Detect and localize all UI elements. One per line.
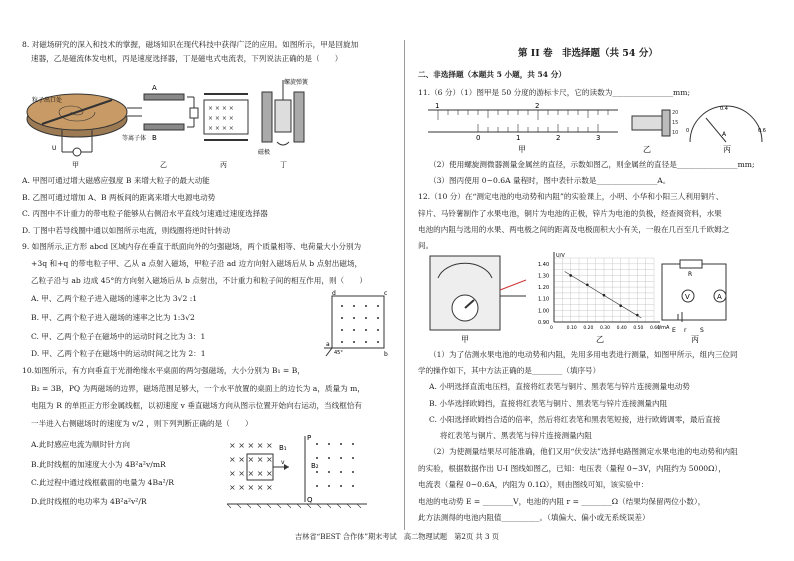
svg-text:磁极: 磁极 xyxy=(258,149,271,156)
data-point xyxy=(569,274,572,277)
svg-text:U: U xyxy=(52,145,57,152)
x-tick-label: 0.20 xyxy=(583,326,594,331)
svg-text:× × × ×: × × × × xyxy=(208,105,234,112)
svg-text:15: 15 xyxy=(672,120,679,126)
q12-line-3: 电池的内阻与选用的水果、两电极之间的距离及电极面积大小有关，一般在几百至几千欧姆之 xyxy=(418,225,730,234)
q10-figure xyxy=(227,432,392,510)
galvanometer-figure xyxy=(258,78,309,169)
svg-text:V: V xyxy=(685,293,690,301)
q9-figure xyxy=(322,288,392,358)
q12-part1-line-2: 学的操作如下，其中方法正确的是________（填序号） xyxy=(418,366,601,375)
q12-option-b: B. 小华选择欧姆挡，直接将红表笔与铜片、黑表笔与锌片连接测量内阻 xyxy=(429,399,668,408)
svg-text:× × × × ×: × × × × × xyxy=(229,483,273,492)
q8-option-c: C. 丙图中不计重力的带电粒子能够从右侧沿水平直线匀速通过速度选择器 xyxy=(22,209,268,218)
svg-text:3: 3 xyxy=(596,134,601,142)
q12-option-c-1: C. 小阳选择欧姆挡合适的倍率，然后将红表笔和黑表笔短接，进行欧姆调零，最后直接 xyxy=(429,415,721,424)
velocity-selector-figure xyxy=(204,94,248,169)
svg-text:× × × ×: × × × × xyxy=(208,115,234,122)
q10-stem-1: 10.如图所示，有方向垂直于光滑绝缘水平桌面的两匀强磁场，大小分别为 B₁ = B， xyxy=(22,366,305,375)
q9-option-b: B. 甲、乙两个粒子进入磁场的速率之比为 1:3√2 xyxy=(31,313,195,322)
q12-part2-line-2: 的实验，根据数据作出 U-I 图线如图乙，已知：电压表（量程 0~3V，内阻约为 5000Ω）， xyxy=(418,464,726,473)
spring-label: 螺旋弹簧 xyxy=(284,79,309,86)
q9-stem-3: 乙粒子沿与 ab 边成 45°的方向射入磁场后从 b 点射出，不计重力和粒子间的相互作用，则（ ） xyxy=(31,276,367,285)
x-tick-label: 0.10 xyxy=(566,326,577,331)
fig-ding-label: 丁 xyxy=(280,161,287,169)
q12-part2-line-1: （2）为使测量结果尽可能准确，他们又用“伏安法”选择电路图测定水果电池的电动势和内阻 xyxy=(429,447,738,456)
particle-exit-label: 粒子出口处 xyxy=(32,97,63,104)
svg-text:× × × ×: × × × × xyxy=(208,125,234,132)
svg-text:R: R xyxy=(688,271,693,278)
x-tick-label: 0.40 xyxy=(616,326,627,331)
q8-option-b: B. 乙图可通过增加 A、B 两板间的距离来增大电源电动势 xyxy=(22,193,216,202)
q11-line-2: （2）使用螺旋测微器测量金属丝的直径，示数如图乙，则金属丝的直径是________________mm; xyxy=(429,160,755,169)
y-tick-label: 1.00 xyxy=(538,308,550,315)
q10-option-d: D.此时线框的电功率为 4B²a²v²/R xyxy=(31,497,147,506)
q12-part2-line-3: 电流表（量程 0~0.6A，内阻为 0.1Ω），则由图线可知，该实验中： xyxy=(418,480,649,489)
q12-line-2: 锌片、马铃薯制作了水果电池，铜片为电池的正极，锌片为电池的负极，经查阅资料，水果 xyxy=(418,209,722,218)
q12-option-c-2: 将红表笔与铜片、黑表笔与锌片连接测量内阻 xyxy=(440,431,592,440)
y-tick-label: 1.30 xyxy=(538,273,550,280)
q10-option-a: A.此时感应电流为顺时针方向 xyxy=(31,440,131,449)
q12-line-1: 12.（10 分）在“测定电池的电动势和内阻”的实验课上，小明、小华和小阳三人利用铜片、 xyxy=(418,192,724,201)
svg-text:0: 0 xyxy=(686,128,690,134)
svg-text:10: 10 xyxy=(672,130,679,136)
svg-text:B₁: B₁ xyxy=(279,444,287,452)
svg-text:B: B xyxy=(152,134,157,142)
fig-bing-label: 丙 xyxy=(220,161,227,169)
svg-text:2: 2 xyxy=(535,102,540,110)
fig-yi-label: 乙 xyxy=(596,335,604,344)
svg-text:E: E xyxy=(672,327,676,334)
y-tick-label: 1.20 xyxy=(538,285,550,292)
svg-text:b: b xyxy=(384,351,388,358)
svg-text:r: r xyxy=(684,327,687,334)
q10-stem-2: B₂ = 3B，PQ 为两磁场的边界，磁场范围足够大，一个水平放置的桌面上的边长为 a，质量为 m， xyxy=(31,384,365,393)
svg-text:v: v xyxy=(281,459,285,466)
q12-option-a: A. 小明选择直流电压档，直接将红表笔与铜片、黑表笔与锌片连接测量电动势 xyxy=(429,382,690,391)
q9-option-c: C. 甲、乙两个粒子在磁场中的运动时间之比为 3：1 xyxy=(31,332,206,341)
q10-option-c: C.此过程中通过线框截面的电量为 4Ba²/R xyxy=(31,478,174,487)
svg-text:0.6: 0.6 xyxy=(758,128,766,134)
data-point xyxy=(636,314,639,317)
fig-jia-label: 甲 xyxy=(518,145,526,154)
data-point xyxy=(586,283,589,286)
svg-text:A: A xyxy=(717,293,722,301)
q11-line-1: 11.（6 分）（1）图甲是 50 分度的游标卡尺，它的读数为________________mm; xyxy=(418,88,691,97)
y-tick-label: 1.10 xyxy=(538,296,550,303)
column-divider xyxy=(404,40,405,530)
svg-text:× × × × ×: × × × × × xyxy=(229,469,273,478)
plasma-label: 等离子体 xyxy=(122,135,147,142)
q8-stem-1: 8. 对磁场研究的深入和技术的掌握，磁场知识在现代科技中获得广泛的应用。如图所示，甲是回旋加 xyxy=(22,40,359,49)
svg-text:S: S xyxy=(700,327,704,334)
svg-text:2: 2 xyxy=(556,134,561,142)
x-tick-label: 0.30 xyxy=(600,326,611,331)
q9-stem-1: 9. 如图所示,正方形 abcd 区域内存在垂直于纸面向外的匀强磁场，两个质量相等、电荷量大小分别为 xyxy=(22,242,362,251)
y-axis-label: U/V xyxy=(556,253,565,259)
q8-stem-2: 速器，乙是磁流体发电机，丙是速度选择器，丁是磁电式电流表，下列说法正确的是（ ） xyxy=(31,54,343,63)
fig-yi-label: 乙 xyxy=(160,161,167,169)
q12-figures xyxy=(426,250,776,346)
svg-text:a: a xyxy=(326,341,330,348)
svg-text:× × × × ×: × × × × × xyxy=(229,441,273,450)
svg-text:A: A xyxy=(152,84,157,92)
q12-part2-line-5: 此方法测得的电池内阻值__________。（填偏大、偏小或无系统误差） xyxy=(418,513,650,522)
svg-text:c: c xyxy=(384,290,388,297)
fig-jia-label: 甲 xyxy=(461,335,469,344)
y-tick-label: 1.40 xyxy=(538,261,550,268)
q11-line-3: （3）图丙使用 0~0.6A 量程时，图中表针示数是________________A。 xyxy=(429,176,671,185)
q9-option-d: D. 甲、乙两个粒子在磁场中的运动时间之比为 2：1 xyxy=(31,349,206,358)
q9-stem-2: +3q 和+q 的带电粒子甲、乙从 a 点射入磁场，甲粒子沿 ad 边方向射入磁场后从 b 点射出磁场， xyxy=(31,259,363,268)
svg-text:× × × × ×: × × × × × xyxy=(229,455,273,464)
svg-text:1: 1 xyxy=(435,102,440,110)
fig-jia-label: 甲 xyxy=(72,161,79,169)
q12-line-4: 间。 xyxy=(418,241,434,250)
svg-text:d: d xyxy=(332,290,336,297)
section-title: 第 II 卷 非选择题（共 54 分） xyxy=(518,48,658,59)
data-point xyxy=(603,294,606,297)
q12-part2-line-4: 电池的电动势 E = ________V，电池的内阻 r = ________Ω（结果均保留两位小数）， xyxy=(418,497,706,506)
svg-text:0.4: 0.4 xyxy=(720,106,728,112)
mhd-generator-figure xyxy=(122,84,198,169)
fig-bing-label: 丙 xyxy=(691,335,699,344)
x-axis-label: I/mA xyxy=(658,325,670,331)
fig-yi-label: 乙 xyxy=(643,145,651,154)
svg-text:45°: 45° xyxy=(334,350,343,356)
q8-option-d: D. 丁图中若导线圈中通以如图所示电流，则线圈将逆时针转动 xyxy=(22,226,231,235)
svg-text:Q: Q xyxy=(307,496,313,504)
x-tick-label: 0 xyxy=(550,326,553,331)
q10-stem-3: 电阻为 R 的单匝正方形金属线框，以初速度 v 垂直磁场方向从图示位置开始向右运动，当线框恰有 xyxy=(31,401,363,410)
q12-part1-line-1: （1）为了估测水果电池的电动势和内阻，先用多用电表进行测量，如图甲所示，组内三位同 xyxy=(429,350,738,359)
q9-option-a: A. 甲、乙两个粒子进入磁场的速率之比为 3√2 :1 xyxy=(31,294,198,303)
fig-bing-label: 丙 xyxy=(723,145,731,154)
q8-figures xyxy=(22,72,312,170)
page-footer: 吉林省“BEST 合作体”期末考试 高二物理试题 第2页 共 3 页 xyxy=(294,532,499,541)
x-tick-label: 0.50 xyxy=(633,326,644,331)
x-tick-label: 0.60 xyxy=(650,326,661,331)
svg-text:B₂: B₂ xyxy=(311,462,319,470)
ui-chart xyxy=(538,252,670,331)
q10-option-b: B.此时线框的加速度大小为 4B²a²v/mR xyxy=(31,460,166,469)
svg-text:0: 0 xyxy=(476,134,481,142)
q11-figures xyxy=(418,102,776,162)
cyclotron-figure xyxy=(27,94,127,169)
svg-text:P: P xyxy=(307,434,312,442)
y-tick-label: 0.90 xyxy=(538,320,550,326)
svg-text:1: 1 xyxy=(516,134,521,142)
part-two-heading: 二、非选择题（本题共 5 小题，共 54 分） xyxy=(418,70,566,79)
q8-option-a: A. 甲图可通过增大磁感应强度 B 来增大粒子的最大动能 xyxy=(22,176,210,185)
svg-text:A: A xyxy=(722,131,727,138)
svg-text:20: 20 xyxy=(672,110,679,116)
data-point xyxy=(619,304,622,307)
q10-stem-4: 一半进入右侧磁场时的速度为 v/2 ，则下列判断正确的是（ ） xyxy=(31,419,253,428)
